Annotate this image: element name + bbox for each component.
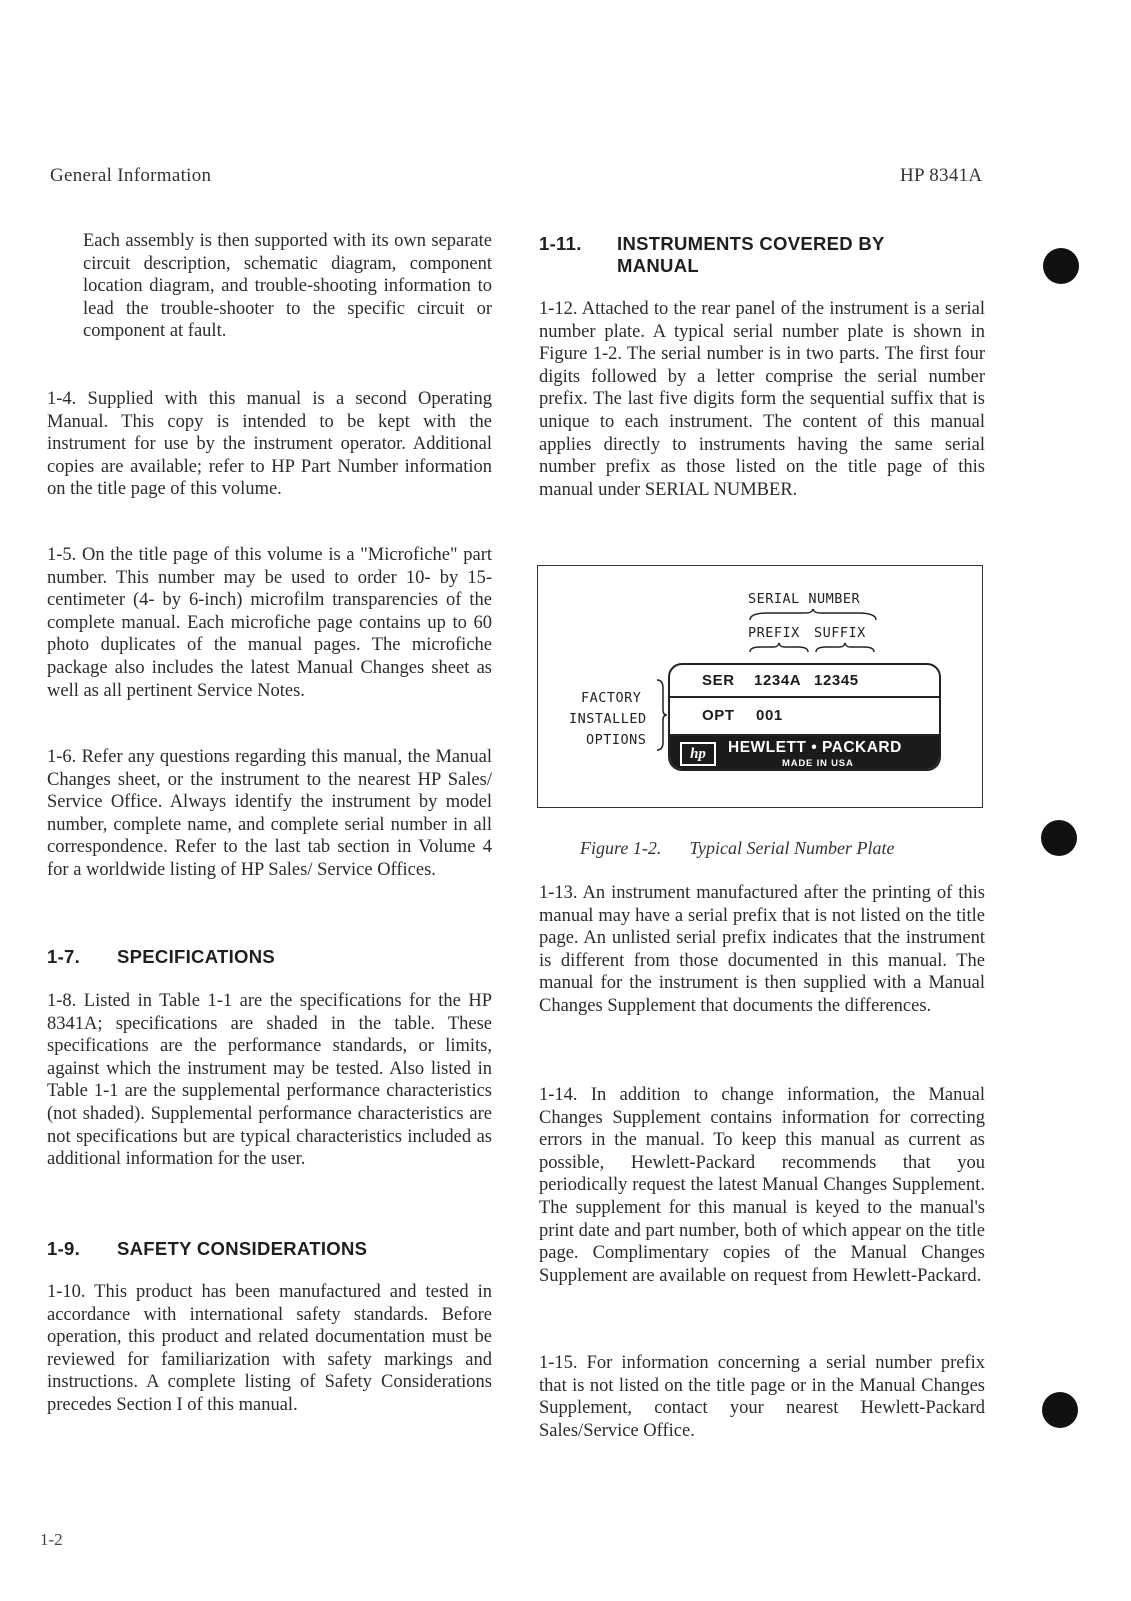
- opt-value: 001: [756, 707, 783, 724]
- paragraph-1-10: 1-10. This product has been manufactured and tested in accordance with international safety standards. Before operation, this product and related documentation must be reviewed for familiarization with safety markings and instructions. A complete listing of Safety Considerations precedes Section I of this manual.: [47, 1282, 492, 1415]
- heading-title: SPECIFICATIONS: [117, 946, 276, 967]
- heading-title: SAFETY CONSIDERATIONS: [117, 1238, 368, 1259]
- options-label: OPTIONS: [586, 732, 647, 748]
- ser-suffix-value: 12345: [814, 672, 859, 689]
- figure-caption-title: Typical Serial Number Plate: [689, 838, 895, 858]
- page-number: 1-2: [40, 1530, 63, 1549]
- prefix-label: PREFIX: [748, 625, 800, 641]
- heading-title: [617, 233, 885, 277]
- serial-number-plate: [668, 663, 941, 771]
- heading-specifications: [47, 946, 275, 968]
- plate-brand-row: [670, 736, 939, 771]
- punch-hole-icon: [1041, 820, 1077, 856]
- paragraph-1-14: 1-14. In addition to change information, the Manual Changes Supplement contains information for correcting errors in the manual. To keep this manual as current as possible, Hewlett-Packard recommends that you periodically request the latest Manual Changes Supplement. The supplement for this manual is keyed to the manual's print date and part number, both of which appear on the title page. Complimentary copies of the Manual Changes Supplement are available on request from Hewlett-Packard.: [539, 1085, 985, 1286]
- figure-caption-number: Figure 1-2.: [580, 838, 662, 858]
- prefix-brace-icon: [748, 642, 810, 654]
- ser-label: SER: [702, 672, 735, 689]
- brand-name: HEWLETT • PACKARD: [728, 739, 902, 756]
- heading-instruments-covered: [539, 233, 885, 277]
- running-header-section: General Information: [50, 165, 212, 186]
- suffix-brace-icon: [814, 642, 876, 654]
- hp-logo-icon: hp: [680, 742, 716, 766]
- punch-hole-icon: [1043, 248, 1079, 284]
- installed-label: INSTALLED: [569, 711, 647, 727]
- punch-hole-icon: [1042, 1392, 1078, 1428]
- heading-safety-considerations: [47, 1238, 367, 1260]
- made-in-label: MADE IN USA: [782, 758, 854, 769]
- paragraph-1-6: 1-6. Refer any questions regarding this manual, the Manual Changes sheet, or the instrument to the nearest HP Sales/ Service Office. Always identify the instrument by model number, complete name, and complete serial number in all correspondence. Refer to the last tab section in Volume 4 for a worldwide listing of HP Sales/ Service Offices.: [47, 747, 492, 880]
- paragraph-1-12: 1-12. Attached to the rear panel of the instrument is a serial number plate. A typical serial number plate is shown in Figure 1-2. The serial number is in two parts. The first four digits followed by a letter comprise the serial number prefix. The last five digits form the sequential suffix that is unique to each instrument. The content of this manual applies directly to instruments having the same serial number prefix as those listed on the title page of this manual under SERIAL NUMBER.: [539, 299, 985, 500]
- heading-number: 1-7.: [47, 946, 81, 967]
- suffix-label: SUFFIX: [814, 625, 866, 641]
- figure-caption: [580, 838, 894, 859]
- heading-title-line2: MANUAL: [617, 255, 699, 276]
- paragraph-1-4: 1-4. Supplied with this manual is a second Operating Manual. This copy is intended to be kept with the instrument for use by the instrument operator. Additional copies are available; refer to HP Part Number information on the title page of this volume.: [47, 389, 492, 500]
- heading-number: 1-11.: [539, 233, 582, 254]
- paragraph-intro: Each assembly is then supported with its own separate circuit description, schematic diagram, component location diagram, and trouble-shooting information to lead the trouble-shooter to the specific circuit or component at fault.: [83, 231, 492, 342]
- paragraph-1-5: 1-5. On the title page of this volume is a "Microfiche" part number. This number may be used to order 10- by 15- centimeter (4- by 6-inch) microfilm transparencies of the complete manual. Each microfiche page contains up to 60 photo duplicates of the manual pages. The microfiche package also includes the latest Manual Changes sheet as well as all pertinent Service Notes.: [47, 545, 492, 701]
- heading-title-line1: INSTRUMENTS COVERED BY: [617, 233, 885, 254]
- paragraph-1-8: 1-8. Listed in Table 1-1 are the specifications for the HP 8341A; specifications are shaded in the table. These specifications are the performance standards, or limits, against which the instrument may be tested. Also listed in Table 1-1 are the supplemental performance characteristics (not shaded). Supplemental performance characteristics are not specifications but are typical characteristics included as additional information for the user.: [47, 991, 492, 1170]
- heading-number: 1-9.: [47, 1238, 81, 1259]
- paragraph-1-13: 1-13. An instrument manufactured after the printing of this manual may have a serial prefix that is not listed on the title page. An unlisted serial prefix indicates that the instrument is different from those documented in this manual. The manual for the instrument is then supplied with a Manual Changes Supplement that documents the differences.: [539, 883, 985, 1016]
- paragraph-1-15: 1-15. For information concerning a serial number prefix that is not listed on the title page or in the Manual Changes Supplement, contact your nearest Hewlett-Packard Sales/Service Office.: [539, 1353, 985, 1441]
- serial-number-brace-icon: [748, 608, 878, 622]
- factory-label: FACTORY: [581, 690, 642, 706]
- serial-number-label: SERIAL NUMBER: [748, 591, 861, 607]
- opt-label: OPT: [702, 707, 735, 724]
- running-header-model: HP 8341A: [900, 165, 983, 186]
- options-brace-icon: [655, 678, 669, 752]
- serial-number-figure: [537, 565, 983, 808]
- ser-prefix-value: 1234A: [754, 672, 802, 689]
- plate-serial-row: [670, 665, 939, 698]
- plate-option-row: [670, 698, 939, 736]
